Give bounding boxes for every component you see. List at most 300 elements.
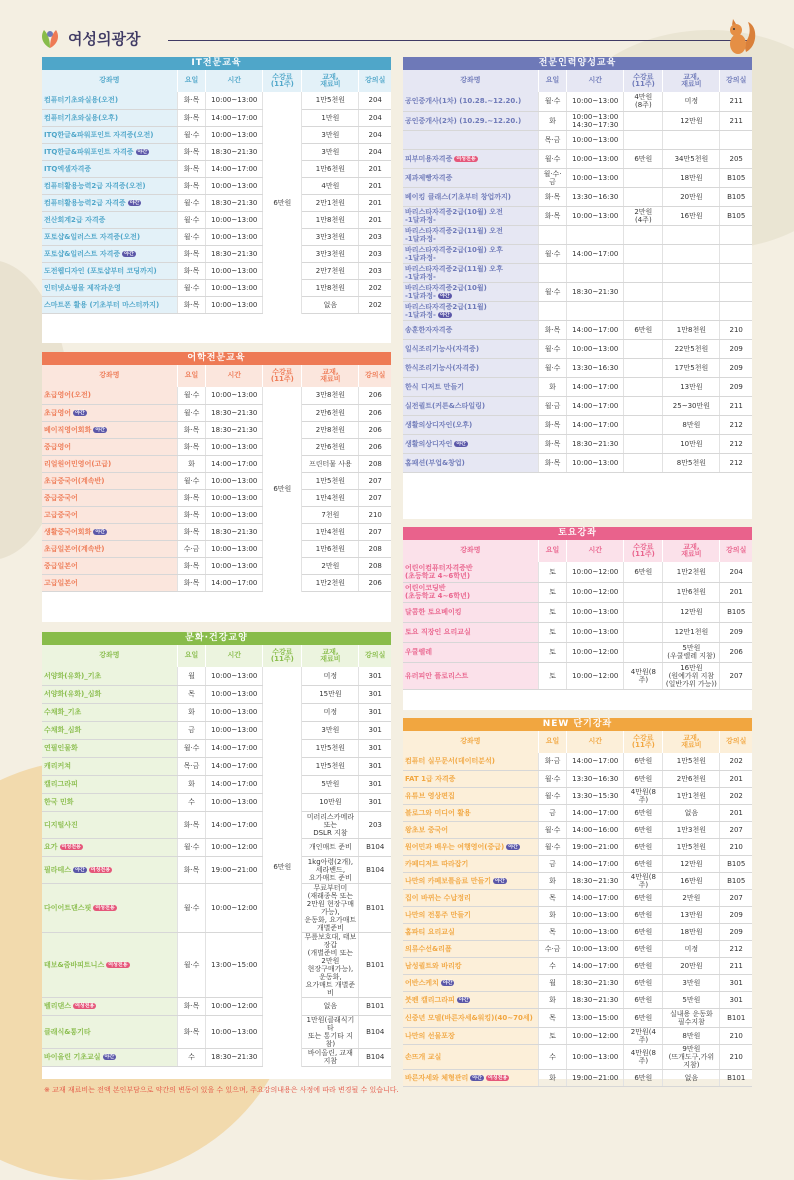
room-cell: 209 (720, 358, 752, 377)
column-header: 시간 (567, 70, 624, 92)
time-cell: 10:00~13:00 (206, 262, 263, 279)
time-cell: 10:00~13:00 (206, 387, 263, 404)
time-cell: 10:00~13:00 (567, 923, 624, 940)
time-cell: 10:00~13:00 (206, 228, 263, 245)
course-name-cell: 중급영어 (42, 438, 177, 455)
room-cell: 301 (359, 703, 391, 721)
material-cell: 2만원 (663, 889, 720, 906)
course-name-cell: 어린이컴퓨터자격증반 (초등학교 4~6학년) (403, 562, 538, 582)
day-cell: 목 (538, 1008, 566, 1027)
column-header: 수강료 (11주) (263, 645, 302, 667)
day-cell: 화·목 (177, 574, 205, 591)
course-name-cell: 생활중국어회화 야간 (42, 523, 177, 540)
course-name-cell: 수채화_심화 (42, 721, 177, 739)
column-header: 요일 (177, 70, 205, 92)
day-cell: 토 (538, 562, 566, 582)
fee-cell (624, 339, 663, 358)
table-row (42, 296, 391, 313)
course-name-cell: 인터넷쇼핑몰 제작과운영 (42, 279, 177, 296)
time-cell: 14:00~17:00 (206, 574, 263, 591)
course-name-cell: 컴퓨터기초와실용(오전) (42, 92, 177, 109)
day-cell: 수 (177, 1048, 205, 1066)
time-cell: 10:00~13:00 (206, 703, 263, 721)
day-cell: 금 (177, 721, 205, 739)
day-cell: 화·목 (538, 320, 566, 339)
room-cell: 212 (720, 453, 752, 472)
time-cell: 10:00~13:00 (567, 622, 624, 642)
time-cell: 14:00~17:00 (206, 775, 263, 793)
evening-badge: 야간 (75, 409, 85, 416)
table-row (403, 130, 752, 149)
course-table (42, 365, 391, 592)
course-name-cell: 수채화_기초 (42, 703, 177, 721)
table-row (403, 1044, 752, 1069)
room-cell: 201 (720, 582, 752, 602)
time-cell (567, 225, 624, 244)
culture-health-panel (42, 632, 391, 1079)
course-name-cell: 우쿨렐레 (403, 642, 538, 662)
day-cell: 화·목 (538, 453, 566, 472)
room-cell: 301 (720, 974, 752, 991)
table-row (42, 211, 391, 228)
column-header: 요일 (538, 731, 566, 753)
course-name-cell: 의류수선&리폼 (403, 940, 538, 957)
fee-cell (624, 263, 663, 282)
fee-cell (624, 111, 663, 130)
course-name-cell: ITQ엑셀자격증 (42, 160, 177, 177)
room-cell: 207 (359, 489, 391, 506)
fee-cell: 4만원(8주) (624, 662, 663, 689)
course-name-cell: 캐리커쳐 (42, 757, 177, 775)
course-name-cell: 벨리댄스 여성전용 (42, 997, 177, 1015)
material-cell: 1만5천원 (663, 838, 720, 855)
time-cell: 10:00~13:00 (567, 92, 624, 111)
course-name-cell: ITQ한글&파워포인트 자격증(오전) (42, 126, 177, 143)
column-header: 강좌명 (42, 365, 177, 387)
time-cell: 14:00~17:00 (567, 855, 624, 872)
table-row (403, 187, 752, 206)
room-cell: 210 (359, 506, 391, 523)
it-education-panel (42, 57, 391, 343)
material-cell: 없음 (663, 1069, 720, 1086)
course-name-cell: 원어민과 배우는 여행영어(중급) 야간 (403, 838, 538, 855)
time-cell: 10:00~13:00 (567, 453, 624, 472)
time-cell: 14:00~17:00 (567, 396, 624, 415)
fee-cell (624, 582, 663, 602)
room-cell: 301 (720, 991, 752, 1008)
day-cell: 월·수 (538, 339, 566, 358)
course-name-cell: 유러피안 플로리스트 (403, 662, 538, 689)
material-cell: 1만1천원 (663, 787, 720, 804)
time-cell: 10:00~13:00 (206, 279, 263, 296)
table-row (42, 721, 391, 739)
column-header: 요일 (538, 70, 566, 92)
table-row (403, 415, 752, 434)
material-cell: 16만원 (663, 206, 720, 225)
time-cell: 18:30~21:30 (567, 872, 624, 889)
table-row (42, 160, 391, 177)
room-cell: B104 (359, 838, 391, 856)
material-cell: 8만원 (663, 415, 720, 434)
panel-title: 전문인력양성교육 (403, 57, 752, 70)
day-cell: 목·금 (177, 757, 205, 775)
day-cell: 토 (538, 622, 566, 642)
room-cell: 209 (720, 339, 752, 358)
table-row (403, 358, 752, 377)
time-cell: 10:00~13:00 (567, 940, 624, 957)
day-cell: 화·목 (177, 1015, 205, 1048)
room-cell: 204 (359, 109, 391, 126)
day-cell: 목 (538, 923, 566, 940)
women-only-badge: 여성전용 (108, 961, 128, 968)
room-cell: 212 (720, 434, 752, 453)
fee-cell: 6만원 (624, 855, 663, 872)
column-header: 교재, 재료비 (663, 70, 720, 92)
course-table (42, 70, 391, 314)
page-header (38, 24, 758, 54)
room-cell: B101 (359, 997, 391, 1015)
time-cell: 10:00~13:00 (206, 685, 263, 703)
time-cell: 14:00~17:00 (567, 244, 624, 263)
material-cell: 2만6천원 (302, 438, 359, 455)
table-row (403, 991, 752, 1008)
fee-cell (624, 377, 663, 396)
day-cell: 화 (538, 111, 566, 130)
day-cell: 화·목 (177, 811, 205, 838)
course-table (403, 70, 752, 473)
course-name-cell: 생활의상디자인 야간 (403, 434, 538, 453)
course-name-cell: 태보&줌바피트니스 여성전용 (42, 932, 177, 997)
material-cell: 3만3천원 (302, 228, 359, 245)
material-cell: 1만8천원 (302, 279, 359, 296)
room-cell: 211 (720, 92, 752, 111)
table-row (42, 177, 391, 194)
room-cell (720, 282, 752, 301)
material-cell: 7천원 (302, 506, 359, 523)
time-cell: 10:00~13:00 (567, 906, 624, 923)
time-cell: 10:00~12:00 (567, 582, 624, 602)
time-cell: 10:00~13:00 (567, 168, 624, 187)
fee-cell: 4만원(8주) (624, 787, 663, 804)
panel-title: 토요강좌 (403, 527, 752, 540)
column-header: 교재, 재료비 (302, 645, 359, 667)
table-row (42, 932, 391, 997)
time-cell: 14:00~17:00 (206, 160, 263, 177)
table-row (42, 811, 391, 838)
room-cell: 201 (720, 770, 752, 787)
material-cell: 25~30만원 (663, 396, 720, 415)
fee-cell (624, 602, 663, 622)
material-cell: 1만원 (302, 109, 359, 126)
time-cell: 10:00~12:00 (206, 883, 263, 932)
room-cell: 206 (359, 404, 391, 421)
table-row (403, 320, 752, 339)
material-cell: 20만원 (663, 957, 720, 974)
room-cell: 201 (359, 211, 391, 228)
course-name-cell: 제과제빵자격증 (403, 168, 538, 187)
table-row (42, 489, 391, 506)
material-cell: 17만5천원 (663, 358, 720, 377)
material-cell: 1만2천원 (302, 574, 359, 591)
column-header: 수강료 (11주) (263, 365, 302, 387)
time-cell: 10:00~12:00 (567, 662, 624, 689)
day-cell: 화·금 (538, 753, 566, 770)
day-cell: 화·목 (177, 489, 205, 506)
table-row (403, 282, 752, 301)
time-cell: 13:30~16:30 (567, 770, 624, 787)
material-cell: 1kg아령(2개), 세라밴드, 요가매트 준비 (302, 856, 359, 883)
room-cell: B101 (359, 883, 391, 932)
time-cell (567, 301, 624, 320)
panel-title: IT전문교육 (42, 57, 391, 70)
table-row (403, 1008, 752, 1027)
material-cell: 1만6천원 (302, 160, 359, 177)
course-name-cell: 피부미용자격증 여성전용 (403, 149, 538, 168)
material-cell (663, 282, 720, 301)
time-cell: 13:30~16:30 (567, 187, 624, 206)
fee-cell (624, 622, 663, 642)
room-cell: 209 (720, 923, 752, 940)
evening-badge: 야간 (75, 866, 85, 873)
table-row (403, 168, 752, 187)
room-cell: 211 (720, 111, 752, 130)
time-cell: 10:00~13:00 (567, 339, 624, 358)
room-cell: B101 (359, 932, 391, 997)
day-cell: 수 (177, 793, 205, 811)
table-row (42, 557, 391, 574)
table-row (42, 387, 391, 404)
room-cell: 201 (359, 194, 391, 211)
material-cell: 1만6천원 (663, 582, 720, 602)
material-cell: 미정 (302, 667, 359, 685)
material-cell: 34만5천원 (663, 149, 720, 168)
course-name-cell: 바리스타자격증2급(10월) 오후 -1달과정- (403, 244, 538, 263)
fee-cell: 6만원 (624, 940, 663, 957)
time-cell: 10:00~12:00 (567, 1027, 624, 1044)
column-header: 교재, 재료비 (663, 540, 720, 562)
course-name-cell: 나만의 카페보틀음료 만들기 야간 (403, 872, 538, 889)
material-cell: 1만2천원 (663, 562, 720, 582)
day-cell: 화 (538, 1069, 566, 1086)
material-cell: 13만원 (663, 906, 720, 923)
time-cell: 10:00~13:00 (567, 149, 624, 168)
column-header: 수강료 (11주) (624, 731, 663, 753)
table-row (403, 562, 752, 582)
table-row (42, 421, 391, 438)
column-header: 강좌명 (403, 731, 538, 753)
time-cell: 10:00~13:00 (206, 1015, 263, 1048)
day-cell: 월·수 (177, 279, 205, 296)
time-cell: 10:00~13:00 (206, 177, 263, 194)
day-cell: 월·수 (177, 126, 205, 143)
day-cell: 화·목 (538, 187, 566, 206)
day-cell: 월·수·금 (538, 168, 566, 187)
column-header: 시간 (206, 645, 263, 667)
table-row (403, 434, 752, 453)
time-cell: 14:00~17:00 (567, 889, 624, 906)
day-cell: 월·수 (177, 387, 205, 404)
room-cell: 204 (359, 126, 391, 143)
day-cell: 화·목 (177, 438, 205, 455)
material-cell: 실내용 운동화 필수지참 (663, 1008, 720, 1027)
time-cell: 10:00~13:00 (206, 506, 263, 523)
material-cell: 5만원 (663, 991, 720, 1008)
time-cell: 19:00~21:00 (567, 1069, 624, 1086)
table-row (42, 506, 391, 523)
time-cell: 14:00~17:00 (567, 415, 624, 434)
fee-cell: 6만원 (624, 149, 663, 168)
table-row (42, 775, 391, 793)
day-cell (538, 301, 566, 320)
column-header: 강의실 (359, 645, 391, 667)
day-cell: 화·목 (538, 434, 566, 453)
material-cell: 3만원 (302, 143, 359, 160)
room-cell (720, 244, 752, 263)
room-cell: 301 (359, 685, 391, 703)
course-name-cell: 초급영어 야간 (42, 404, 177, 421)
column-header: 시간 (567, 540, 624, 562)
fee-cell: 6만원 (624, 804, 663, 821)
course-name-cell: 어반스케치 야간 (403, 974, 538, 991)
room-cell: 202 (720, 753, 752, 770)
course-name-cell: 고급중국어 (42, 506, 177, 523)
table-row (403, 149, 752, 168)
material-cell (663, 301, 720, 320)
room-cell (720, 301, 752, 320)
table-row (403, 957, 752, 974)
material-cell: 1만5천원 (302, 739, 359, 757)
time-cell: 10:00~13:00 (206, 472, 263, 489)
day-cell: 화·목 (177, 109, 205, 126)
table-row (42, 838, 391, 856)
course-name-cell: 어린이코딩반 (초등학교 4~6학년) (403, 582, 538, 602)
table-row (403, 453, 752, 472)
day-cell: 화·목 (177, 160, 205, 177)
day-cell: 월 (177, 667, 205, 685)
evening-badge: 야간 (472, 1074, 482, 1081)
table-row (42, 92, 391, 109)
column-header: 강의실 (720, 731, 752, 753)
material-cell: 미정 (302, 703, 359, 721)
time-cell: 10:00~13:00 (206, 438, 263, 455)
material-cell: 18만원 (663, 168, 720, 187)
fee-cell (624, 225, 663, 244)
day-cell: 월·수 (538, 358, 566, 377)
time-cell: 13:00~15:00 (206, 932, 263, 997)
table-header (403, 540, 752, 562)
table-row (403, 906, 752, 923)
table-row (403, 244, 752, 263)
table-row (42, 472, 391, 489)
material-cell: 무료부터미 (재래종목 또는 2만원 현장구매가능), 운동화, 요가매트 개별준비 (302, 883, 359, 932)
course-name-cell: 홈파티 요리교실 (403, 923, 538, 940)
day-cell: 월·수 (538, 282, 566, 301)
course-name-cell: 캘리그라피 (42, 775, 177, 793)
day-cell: 목·금 (538, 130, 566, 149)
room-cell: 207 (720, 821, 752, 838)
day-cell: 토 (538, 582, 566, 602)
material-cell: 미러리스카메라 또는 DSLR 지참 (302, 811, 359, 838)
room-cell: B105 (720, 855, 752, 872)
fee-cell (624, 396, 663, 415)
day-cell (538, 225, 566, 244)
room-cell: 203 (359, 811, 391, 838)
material-cell: 2만원 (302, 557, 359, 574)
table-row (403, 923, 752, 940)
table-row (42, 540, 391, 557)
course-name-cell: 바리스타자격증2급(11월) 오전 -1달과정- (403, 225, 538, 244)
table-row (403, 396, 752, 415)
fee-cell (624, 282, 663, 301)
day-cell: 화·목 (177, 92, 205, 109)
time-cell: 10:00~13:00 (206, 92, 263, 109)
time-cell: 13:00~15:00 (567, 1008, 624, 1027)
material-cell: 4만원 (302, 177, 359, 194)
evening-badge: 야간 (458, 996, 469, 1003)
day-cell: 월·수 (538, 787, 566, 804)
course-name-cell: 손뜨개 교실 (403, 1044, 538, 1069)
course-name-cell: 송훈한자자격증 (403, 320, 538, 339)
fee-cell (624, 130, 663, 149)
evening-badge: 야간 (508, 843, 518, 850)
day-cell: 월·수 (177, 472, 205, 489)
evening-badge: 야간 (456, 440, 467, 447)
material-cell: 10만원 (663, 434, 720, 453)
column-header: 요일 (177, 365, 205, 387)
room-cell: 202 (359, 296, 391, 313)
fee-cell (624, 187, 663, 206)
course-name-cell: 홈패션(부업&창업) (403, 453, 538, 472)
day-cell: 화·목 (177, 177, 205, 194)
course-name-cell: 중급일본어 (42, 557, 177, 574)
evening-badge: 야간 (137, 148, 148, 155)
day-cell: 화·목 (177, 262, 205, 279)
women-only-badge: 여성전용 (90, 866, 111, 873)
material-cell: 1만3천원 (663, 821, 720, 838)
column-header: 강좌명 (403, 70, 538, 92)
day-cell: 화·목 (177, 421, 205, 438)
material-cell: 2만8천원 (302, 421, 359, 438)
time-cell: 14:00~17:00 (567, 804, 624, 821)
table-row (42, 143, 391, 160)
material-cell: 미정 (663, 940, 720, 957)
time-cell: 10:00~13:00 14:30~17:30 (567, 111, 624, 130)
course-name-cell: 도전웹디자인 (포토샵부터 코딩까지) (42, 262, 177, 279)
evening-badge: 야간 (95, 528, 106, 535)
table-row (403, 855, 752, 872)
room-cell (720, 225, 752, 244)
day-cell: 화 (538, 377, 566, 396)
fee-cell (624, 358, 663, 377)
material-cell: 1만8천원 (663, 320, 720, 339)
material-cell: 1만4천원 (302, 489, 359, 506)
fee-cell: 6만원 (624, 957, 663, 974)
day-cell: 월 (538, 974, 566, 991)
room-cell: 301 (359, 775, 391, 793)
course-name-cell: 바른자세와 체형관리 야간 여성전용 (403, 1069, 538, 1086)
table-row (42, 997, 391, 1015)
table-row (403, 92, 752, 111)
day-cell: 수 (538, 1044, 566, 1069)
panel-title: NEW 단기강좌 (403, 718, 752, 731)
day-cell: 월·수 (177, 194, 205, 211)
material-cell: 없음 (302, 296, 359, 313)
table-row (403, 889, 752, 906)
table-row (42, 455, 391, 472)
material-cell: 16만원 (원예가위 지참 (일반가위 가능)) (663, 662, 720, 689)
course-name-cell: 컴퓨터기초와실용(오후) (42, 109, 177, 126)
room-cell: B105 (720, 168, 752, 187)
